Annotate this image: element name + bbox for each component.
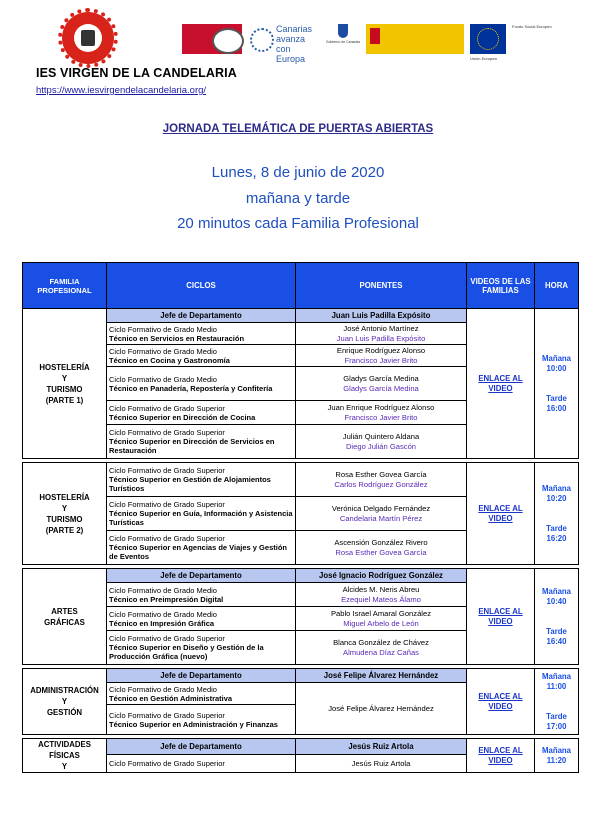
familia-label: ARTES: [51, 606, 78, 616]
hora-cell: [535, 309, 579, 459]
ponente-principal: José Felipe Álvarez Hernández: [328, 703, 434, 713]
hora-manana-label: Mañana: [541, 586, 572, 596]
familia-label: Y: [61, 697, 68, 706]
ciclo-titulo: Técnico Superior en Diseño y Gestión de la Producción Gráfica (nuevo): [109, 643, 264, 661]
fse-logo: Fondo Social Europeo: [512, 24, 552, 29]
hora-manana-time: 10:00: [546, 363, 567, 373]
schedule-table: [22, 262, 579, 773]
familia-label: Y: [61, 373, 68, 383]
ciclo-grado: Ciclo Formativo de Grado Superior: [109, 500, 225, 509]
jefe-label: Jefe de Departamento: [107, 669, 296, 683]
ponente-secundario: Francisco Javier Brito: [344, 355, 418, 365]
hora-manana-label: Mañana: [541, 745, 572, 755]
ciclo-grado: Ciclo Formativo de Grado Superior: [109, 428, 225, 437]
hora-cell: [535, 463, 579, 565]
video-link[interactable]: [467, 739, 535, 773]
ponente-principal: Enrique Rodríguez Alonso: [336, 346, 426, 355]
video-link[interactable]: [467, 463, 535, 565]
ponentes-cell: [296, 323, 467, 345]
video-link-text[interactable]: ENLACE AL VIDEO: [478, 606, 523, 626]
ponentes-cell: [296, 497, 467, 531]
familia-label: TURISMO: [46, 384, 83, 394]
hora-cell: [535, 569, 579, 665]
ministerio-educacion-logo: [366, 24, 464, 54]
ponentes-cell: [296, 683, 467, 735]
table-header-row: [23, 263, 579, 309]
ponente-secundario: Candelaria Martín Pérez: [339, 513, 423, 523]
spacer: [537, 374, 576, 394]
ponente-principal: Alcides M. Neris Abreu: [342, 585, 420, 594]
video-link[interactable]: [467, 669, 535, 735]
video-link-text[interactable]: ENLACE AL VIDEO: [478, 691, 523, 711]
familia-cell: [23, 669, 107, 735]
familia-label: Y: [61, 503, 68, 513]
ciclo-grado: Ciclo Formativo de Grado Medio: [109, 374, 217, 384]
ponente-secundario: Miguel Arbelo de León: [343, 618, 419, 628]
table-row: [23, 463, 579, 497]
ciclo-cell: [107, 345, 296, 367]
familia-cell: [23, 309, 107, 459]
ciclo-grado: Ciclo Formativo de Grado Superior: [109, 758, 225, 768]
familia-cell: [23, 463, 107, 565]
eu-flag-logo: Unión Europea: [470, 24, 506, 54]
hora-manana-time: 11:20: [546, 755, 567, 765]
ciclo-titulo: Técnico en Impresión Gráfica: [109, 618, 215, 628]
event-duration: 20 minutos cada Familia Profesional: [177, 215, 419, 232]
header-familia: FAMILIA PROFESIONAL: [23, 263, 107, 309]
video-link[interactable]: [467, 569, 535, 665]
ciclo-cell: [107, 683, 296, 705]
jefe-row: [23, 309, 579, 323]
ciclo-cell: [107, 583, 296, 607]
ciclo-titulo: Técnico en Servicios en Restauración: [109, 333, 245, 343]
jefe-row: [23, 669, 579, 683]
ciclo-grado: Ciclo Formativo de Grado Superior: [109, 534, 225, 543]
jefe-row: [23, 569, 579, 583]
jefe-name: Juan Luis Padilla Expósito: [296, 309, 467, 323]
hora-manana-label: Mañana: [541, 353, 572, 363]
jefe-label: Jefe de Departamento: [107, 739, 296, 755]
ponente-principal: Juan Enrique Rodríguez Alonso: [327, 403, 435, 412]
ciclo-titulo: Técnico Superior en Dirección de Servicios en Restauración: [109, 437, 275, 455]
header-ciclos: CICLOS: [107, 263, 296, 309]
hora-tarde-label: Tarde: [546, 626, 567, 636]
ciclo-titulo: Técnico en Gestión Administrativa: [109, 693, 233, 703]
ponente-principal: Verónica Delgado Fernández: [331, 504, 431, 513]
ciclo-titulo: Técnico Superior en Gestión de Alojamientos Turísticos: [109, 475, 271, 493]
ciclo-cell: [107, 631, 296, 665]
spacer: [537, 607, 576, 627]
ponentes-cell: [296, 583, 467, 607]
familia-label: GRÁFICAS: [44, 617, 85, 627]
hora-tarde-label: Tarde: [546, 523, 567, 533]
ciclo-cell: [107, 607, 296, 631]
header-hora: HORA: [535, 263, 579, 309]
ponente-principal: Ascensión González Rivero: [334, 538, 428, 547]
school-logo: [62, 12, 114, 64]
header-ponentes: PONENTES: [296, 263, 467, 309]
ponentes-cell: [296, 531, 467, 565]
hora-cell: [535, 739, 579, 773]
ponentes-cell: [296, 345, 467, 367]
familia-label: HOSTELERÍA: [39, 362, 90, 372]
ciclo-cell: [107, 754, 296, 772]
ponente-principal: Jesús Ruiz Artola: [351, 758, 411, 768]
familia-label: ACTIVIDADES: [38, 740, 91, 749]
ponente-secundario: Carlos Rodríguez González: [334, 479, 428, 489]
ponente-principal: Rosa Esther Govea García: [335, 470, 427, 479]
ponente-secundario: Diego Julián Gascón: [345, 441, 417, 451]
jefe-label: Jefe de Departamento: [107, 309, 296, 323]
ciclo-grado: Ciclo Formativo de Grado Superior: [109, 466, 225, 475]
school-name: IES VIRGEN DE LA CANDELARIA: [36, 66, 237, 80]
hora-tarde-label: Tarde: [546, 393, 567, 403]
hora-manana-label: Mañana: [541, 671, 572, 681]
header-videos: VIDEOS DE LAS FAMILIAS: [467, 263, 535, 309]
ciclo-grado: Ciclo Formativo de Grado Superior: [109, 403, 225, 413]
familia-label: (PARTE 1): [45, 395, 84, 405]
familia-label: GESTIÓN: [46, 708, 83, 717]
hora-cell: [535, 669, 579, 735]
jefe-label: Jefe de Departamento: [107, 569, 296, 583]
school-website-link[interactable]: https://www.iesvirgendelacandelaria.org/: [36, 85, 207, 96]
ciclo-titulo: Técnico Superior en Administración y Finanzas: [109, 719, 278, 729]
gobierno-canarias-logo: Gobierno de Canarias: [322, 24, 364, 54]
ponente-principal: Pablo Israel Amaral González: [330, 609, 432, 618]
familia-label: FÍSICAS: [49, 751, 80, 760]
ponentes-cell: [296, 367, 467, 401]
ponente-secundario: Almudena Díaz Cañas: [343, 647, 419, 657]
ciclo-cell: [107, 497, 296, 531]
ponentes-cell: [296, 754, 467, 772]
certification-seal-logo: [212, 28, 244, 54]
video-link-text[interactable]: ENLACE AL VIDEO: [478, 745, 523, 765]
ponente-principal: José Antonio Martínez: [343, 324, 419, 333]
ciclo-titulo: Técnico Superior en Agencias de Viajes y Gestión de Eventos: [109, 543, 287, 561]
hora-tarde-time: 16:40: [546, 636, 567, 646]
hora-manana-time: 10:40: [546, 596, 567, 606]
ponentes-cell: [296, 425, 467, 459]
ponente-secundario: Gladys García Medina: [343, 383, 419, 393]
ciclo-grado: Ciclo Formativo de Grado Medio: [109, 585, 217, 595]
hora-tarde-label: Tarde: [546, 711, 567, 721]
jefe-row: [23, 739, 579, 755]
ponente-principal: Blanca González de Chávez: [333, 638, 429, 647]
ponentes-cell: [296, 463, 467, 497]
ciclo-titulo: Técnico Superior en Guía, Información y Asistencia Turísticas: [109, 509, 293, 527]
ponente-secundario: Ezequiel Mateos Álamo: [341, 594, 421, 604]
ciclo-cell: [107, 323, 296, 345]
familia-cell: [23, 569, 107, 665]
ponentes-cell: [296, 607, 467, 631]
familia-label: Y: [61, 762, 68, 771]
hora-manana-label: Mañana: [541, 483, 572, 493]
ciclo-cell: [107, 531, 296, 565]
ciclo-titulo: Técnico Superior en Dirección de Cocina: [109, 412, 256, 422]
spacer: [537, 692, 576, 712]
ciclo-cell: [107, 367, 296, 401]
ciclo-cell: [107, 463, 296, 497]
ponente-secundario: Rosa Esther Govea García: [335, 547, 427, 557]
jefe-name: José Ignacio Rodríguez González: [296, 569, 467, 583]
ciclo-cell: [107, 401, 296, 425]
ciclo-grado: Ciclo Formativo de Grado Superior: [109, 710, 225, 720]
ponente-principal: Gladys García Medina: [343, 374, 419, 383]
ponente-principal: Julián Quintero Aldana: [342, 432, 420, 441]
page-title: JORNADA TELEMÁTICA DE PUERTAS ABIERTAS: [162, 123, 434, 135]
hora-tarde-time: 17:00: [546, 721, 567, 731]
hora-manana-time: 11:00: [546, 681, 567, 691]
ponentes-cell: [296, 401, 467, 425]
video-link-text[interactable]: ENLACE AL VIDEO: [478, 373, 523, 393]
video-link[interactable]: [467, 309, 535, 459]
hora-tarde-time: 16:20: [546, 533, 567, 543]
jefe-name: José Felipe Álvarez Hernández: [296, 669, 467, 683]
ciclo-cell: [107, 705, 296, 735]
familia-label: HOSTELERÍA: [39, 492, 90, 502]
event-time: mañana y tarde: [245, 190, 351, 207]
familia-label: ADMINISTRACIÓN: [30, 686, 99, 695]
canarias-avanza-logo: Canarias avanza con Europa: [250, 24, 320, 54]
ciclo-grado: Ciclo Formativo de Grado Medio: [109, 346, 217, 356]
ponente-secundario: Francisco Javier Brito: [344, 412, 418, 422]
video-link-text[interactable]: ENLACE AL VIDEO: [478, 503, 523, 523]
ciclo-grado: Ciclo Formativo de Grado Superior: [109, 634, 225, 643]
ponente-secundario: Juan Luis Padilla Expósito: [336, 333, 426, 343]
ciclo-titulo: Técnico en Cocina y Gastronomía: [109, 355, 230, 365]
ciclo-titulo: Técnico en Preimpresión Digital: [109, 594, 224, 604]
event-date: Lunes, 8 de junio de 2020: [211, 164, 385, 181]
familia-label: TURISMO: [46, 514, 83, 524]
hora-manana-time: 10:20: [546, 493, 567, 503]
jefe-name: Jesús Ruiz Artola: [296, 739, 467, 755]
spacer: [537, 504, 576, 524]
ciclo-grado: Ciclo Formativo de Grado Medio: [109, 684, 217, 694]
ciclo-grado: Ciclo Formativo de Grado Medio: [109, 609, 217, 619]
ciclo-titulo: Técnico en Panadería, Repostería y Confitería: [109, 383, 273, 393]
ciclo-grado: Ciclo Formativo de Grado Medio: [109, 324, 217, 334]
familia-label: (PARTE 2): [45, 525, 84, 535]
familia-cell: [23, 739, 107, 773]
ponentes-cell: [296, 631, 467, 665]
ciclo-cell: [107, 425, 296, 459]
hora-tarde-time: 16:00: [546, 403, 567, 413]
